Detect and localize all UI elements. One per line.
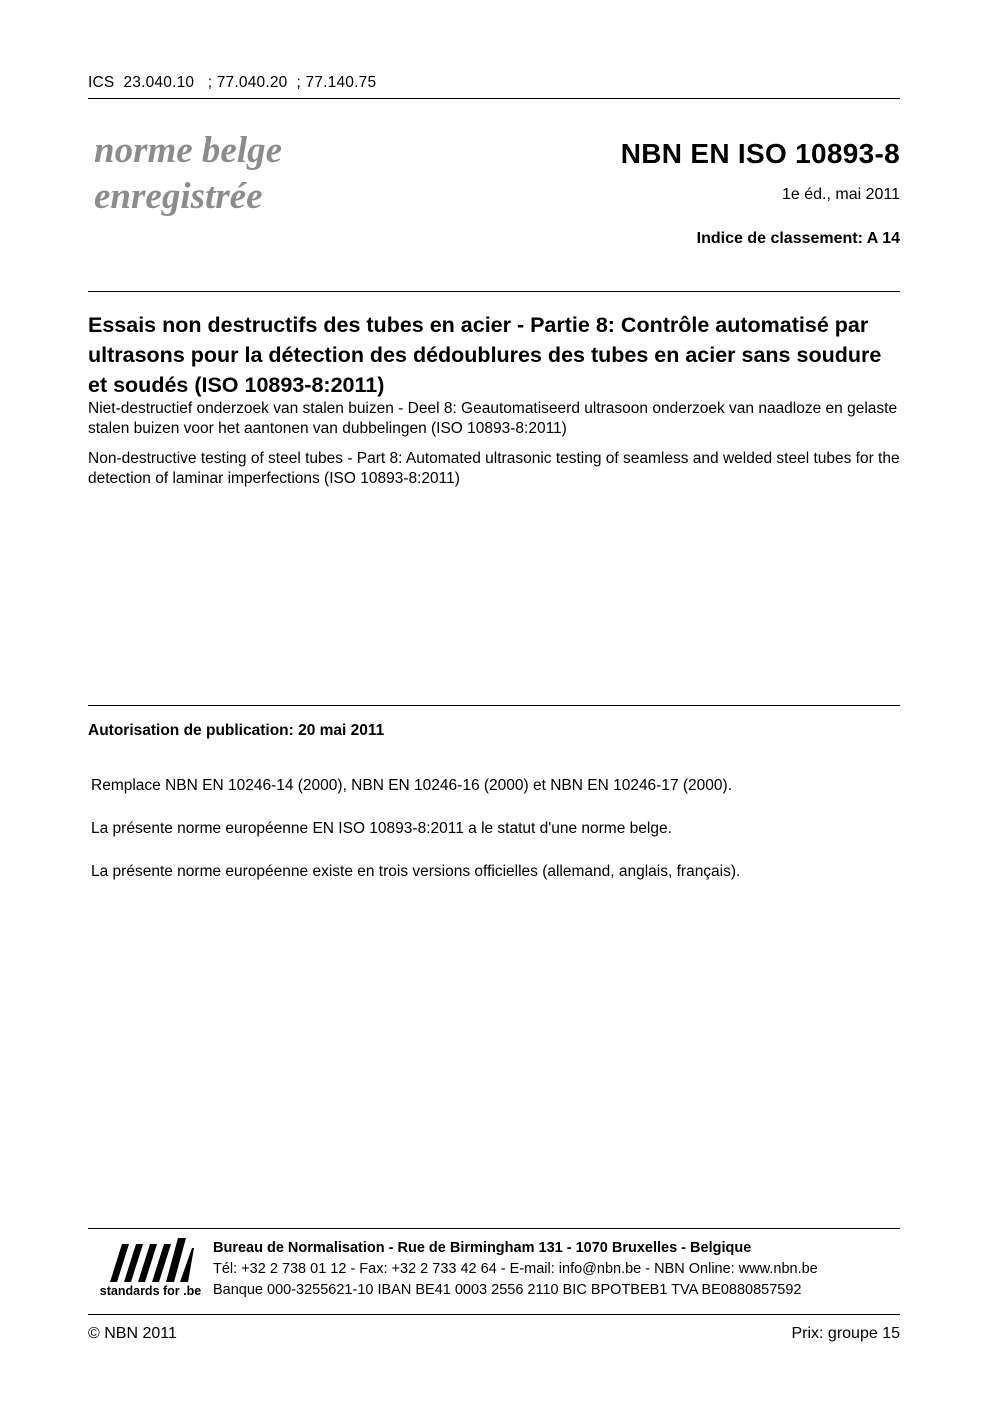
footer-contact: Tél: +32 2 738 01 12 - Fax: +32 2 733 42 64 - E-mail: info@nbn.be - NBN Online: www.nbn.be (213, 1261, 818, 1277)
price-group: Prix: groupe 15 (791, 1325, 900, 1342)
standard-classification: Indice de classement: A 14 (696, 230, 900, 247)
nbn-logo-tagline: standards for .be (99, 1284, 202, 1298)
ics-codes: ICS 23.040.10 ; 77.040.20 ; 77.140.75 (88, 74, 377, 91)
page-content (88, 0, 900, 1403)
divider-footer (88, 1228, 900, 1229)
divider-authorisation (88, 705, 900, 706)
publication-authorisation: Autorisation de publication: 20 mai 2011 (88, 722, 385, 739)
note-replaces: Remplace NBN EN 10246-14 (2000), NBN EN 10246-16 (2000) et NBN EN 10246-17 (2000). (91, 777, 733, 794)
standard-number: NBN EN ISO 10893-8 (620, 138, 900, 169)
masthead-line-1: norme belge (94, 130, 283, 171)
title-dutch: Niet-destructief onderzoek van stalen buizen - Deel 8: Geautomatiseerd ultrasoon onderzoek van naadloze en gelaste stalen buizen voor het aantonen van dubbelingen (ISO 10893-8:2011) (88, 400, 898, 437)
divider-bottom (88, 1314, 900, 1315)
nbn-logo (93, 1238, 208, 1298)
standard-edition: 1e éd., mai 2011 (781, 186, 900, 203)
nbn-logo-icon (93, 1238, 208, 1282)
title-french: Essais non destructifs des tubes en acier - Partie 8: Contrôle automatisé par ultrasons pour la détection des dédoublures des tubes en acier sans soudure et soudés (ISO 10893-8:2011) (88, 313, 882, 397)
copyright-notice: © NBN 2011 (88, 1325, 177, 1342)
footer-contact-block (213, 1238, 903, 1301)
divider-title (88, 291, 900, 292)
title-english: Non-destructive testing of steel tubes - Part 8: Automated ultrasonic testing of seamless and welded steel tubes for the detection of laminar imperfections (ISO 10893-8:2011) (88, 450, 900, 487)
notes-block (91, 776, 903, 905)
note-versions: La présente norme européenne existe en trois versions officielles (allemand, anglais, français). (91, 863, 741, 880)
footer-bank-details: Banque 000-3255621-10 IBAN BE41 0003 2556 2110 BIC BPOTBEB1 TVA BE0880857592 (213, 1282, 802, 1298)
masthead-line-2: enregistrée (94, 176, 263, 217)
divider-top (88, 98, 900, 99)
footer-address: Bureau de Normalisation - Rue de Birmingham 131 - 1070 Bruxelles - Belgique (213, 1240, 752, 1256)
note-status: La présente norme européenne EN ISO 10893-8:2011 a le statut d'une norme belge. (91, 820, 672, 837)
masthead (94, 128, 514, 220)
